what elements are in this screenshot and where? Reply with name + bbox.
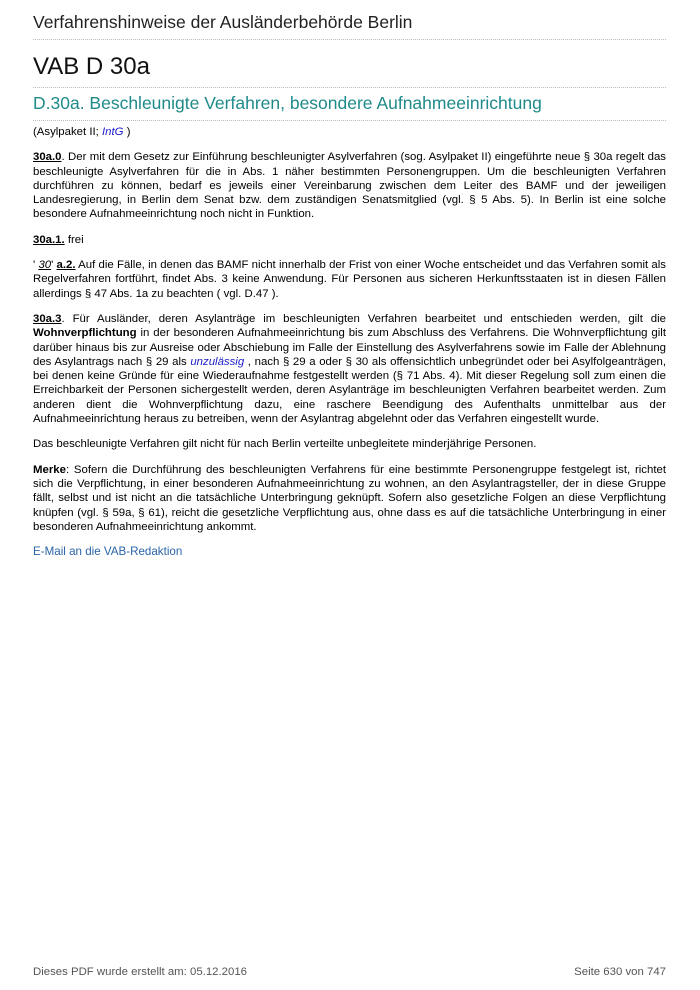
paragraph-30a-2 (33, 258, 666, 301)
intg-link[interactable]: IntG (102, 126, 124, 138)
org-header: Verfahrenshinweise der Ausländerbehörde Berlin (33, 12, 666, 40)
ref-30a-1: 30a.1. (33, 233, 65, 246)
paragraph-text: . Der mit dem Gesetz zur Einführung beschleunigter Asylverfahren (sog. Asylpaket II) eingeführte neue § 30a regelt das beschleunigte Asylverfahren für die in Abs. 1 näher bestimmten Personengruppen. Um die beschleunigten Verfahren durchführen zu können, bedarf es jeweils einer Vereinbarung zwischen dem Leiter des BAMF und der jeweiligen Landesregierung, in Berlin dem Senat bzw. dem zuständigen Senatsmitglied (vgl. § 5 Abs. 5). In Berlin ist eine solche besondere Aufnahmeeinrichtung noch nicht in Funktion. (33, 151, 666, 221)
paragraph-30a-0 (33, 150, 666, 221)
paragraph-text: frei (64, 233, 84, 246)
intro-open: (Asylpaket II; (33, 126, 103, 138)
footer-page-number: Seite 630 von 747 (574, 966, 666, 978)
paragraph-text: Auf die Fälle, in denen das BAMF nicht innerhalb der Frist von einer Woche entscheidet und das Verfahren somit als Regelverfahren fortführt, findet Abs. 3 keine Anwendung. Für Personen aus sicheren Herkunftsstaaten ist in diesen Fällen allerdings § 47 Abs. 1a zu beachten ( vgl. D.47 ). (33, 259, 666, 300)
mail-line (33, 545, 666, 559)
paragraph-text: : Sofern die Durchführung des beschleunigten Verfahrens für eine bestimmte Personengruppe festgelegt ist, richtet sich die Verpflichtung, in einer besonderen Aufnahmeeinrichtung zu wohnen, an den Asylantragsteller, der in diese Gruppe fällt, selbst und ist nicht an die tatsächliche Unterbringung geknüpft. Sofern also gesetzliche Folgen an diese Verpflichtung knüpfen (vgl. § 59a, § 61), reicht die gesetzliche Verpflichtung aus, ohne dass es auf die tatsächliche Unterbringung in einer besonderen Aufnahmeeinrichtung ankommt. (33, 463, 666, 533)
document-title: VAB D 30a (33, 53, 666, 88)
quote-mark: ' (51, 259, 57, 272)
ref-30a-0: 30a.0 (33, 151, 62, 164)
paragraph-text: . Für Ausländer, deren Asylanträge im beschleunigten Verfahren bearbeitet und entschieden werden, gilt die (61, 312, 666, 325)
unzulaessig-link[interactable]: unzulässig (190, 355, 245, 368)
footer-created: Dieses PDF wurde erstellt am: 05.12.2016 (33, 966, 247, 978)
paragraph-umf: Das beschleunigte Verfahren gilt nicht für nach Berlin verteilte unbegleitete minderjährige Personen. (33, 438, 537, 451)
paragraph-30a-3 (33, 312, 666, 426)
section-title: D.30a. Beschleunigte Verfahren, besondere Aufnahmeeinrichtung (33, 93, 666, 121)
quote-mark: ' (33, 259, 39, 272)
paragraph-30a-1 (33, 233, 666, 247)
paragraph-text: in der besonderen Aufnahmeeinrichtung bis zum Abschluss des Verfahrens. Die Wohnverpflichtung gilt darüber hinaus bis zur Ausreise oder Abschiebung im Falle der Einstellung des Asylverfahrens sowie im Falle der Ablehnung des Asylantrags nach § 29 als (33, 327, 666, 368)
paragraph-text: , nach § 29 a oder § 30 als offensichtlich unbegründet oder bei Asylfolgeanträgen, bei denen keine Gründe für eine Wiederaufnahme festgestellt werden (§ 71 Abs. 4). Mit dieser Regelung soll zum einen die Erreichbarkeit der Personen sichergestellt werden, deren Asylanträge im beschleunigten Verfahren bearbeitet werden. Zum anderen dient die Wohnverpflichtung dazu, eine raschere Beendigung des Aufenthalts unmittelbar aus der Aufnahmeeinrichtung heraus zu betreiben, wenn der Asylantrag abgelehnt oder das Verfahren eingestellt wurde. (33, 355, 666, 426)
intro-close: ) (123, 126, 131, 138)
intro-line (33, 125, 666, 139)
ref-30a-3: 30a.3 (33, 312, 62, 325)
ref-a-2: a.2. (56, 259, 76, 272)
bold-term: Wohnverpflichtung (33, 327, 137, 340)
email-link[interactable]: E-Mail an die VAB-Redaktion (33, 545, 183, 559)
content-body (33, 125, 666, 570)
paragraph-merke (33, 463, 666, 534)
link-30[interactable]: 30 (38, 259, 52, 272)
merke-label: Merke (33, 463, 66, 476)
